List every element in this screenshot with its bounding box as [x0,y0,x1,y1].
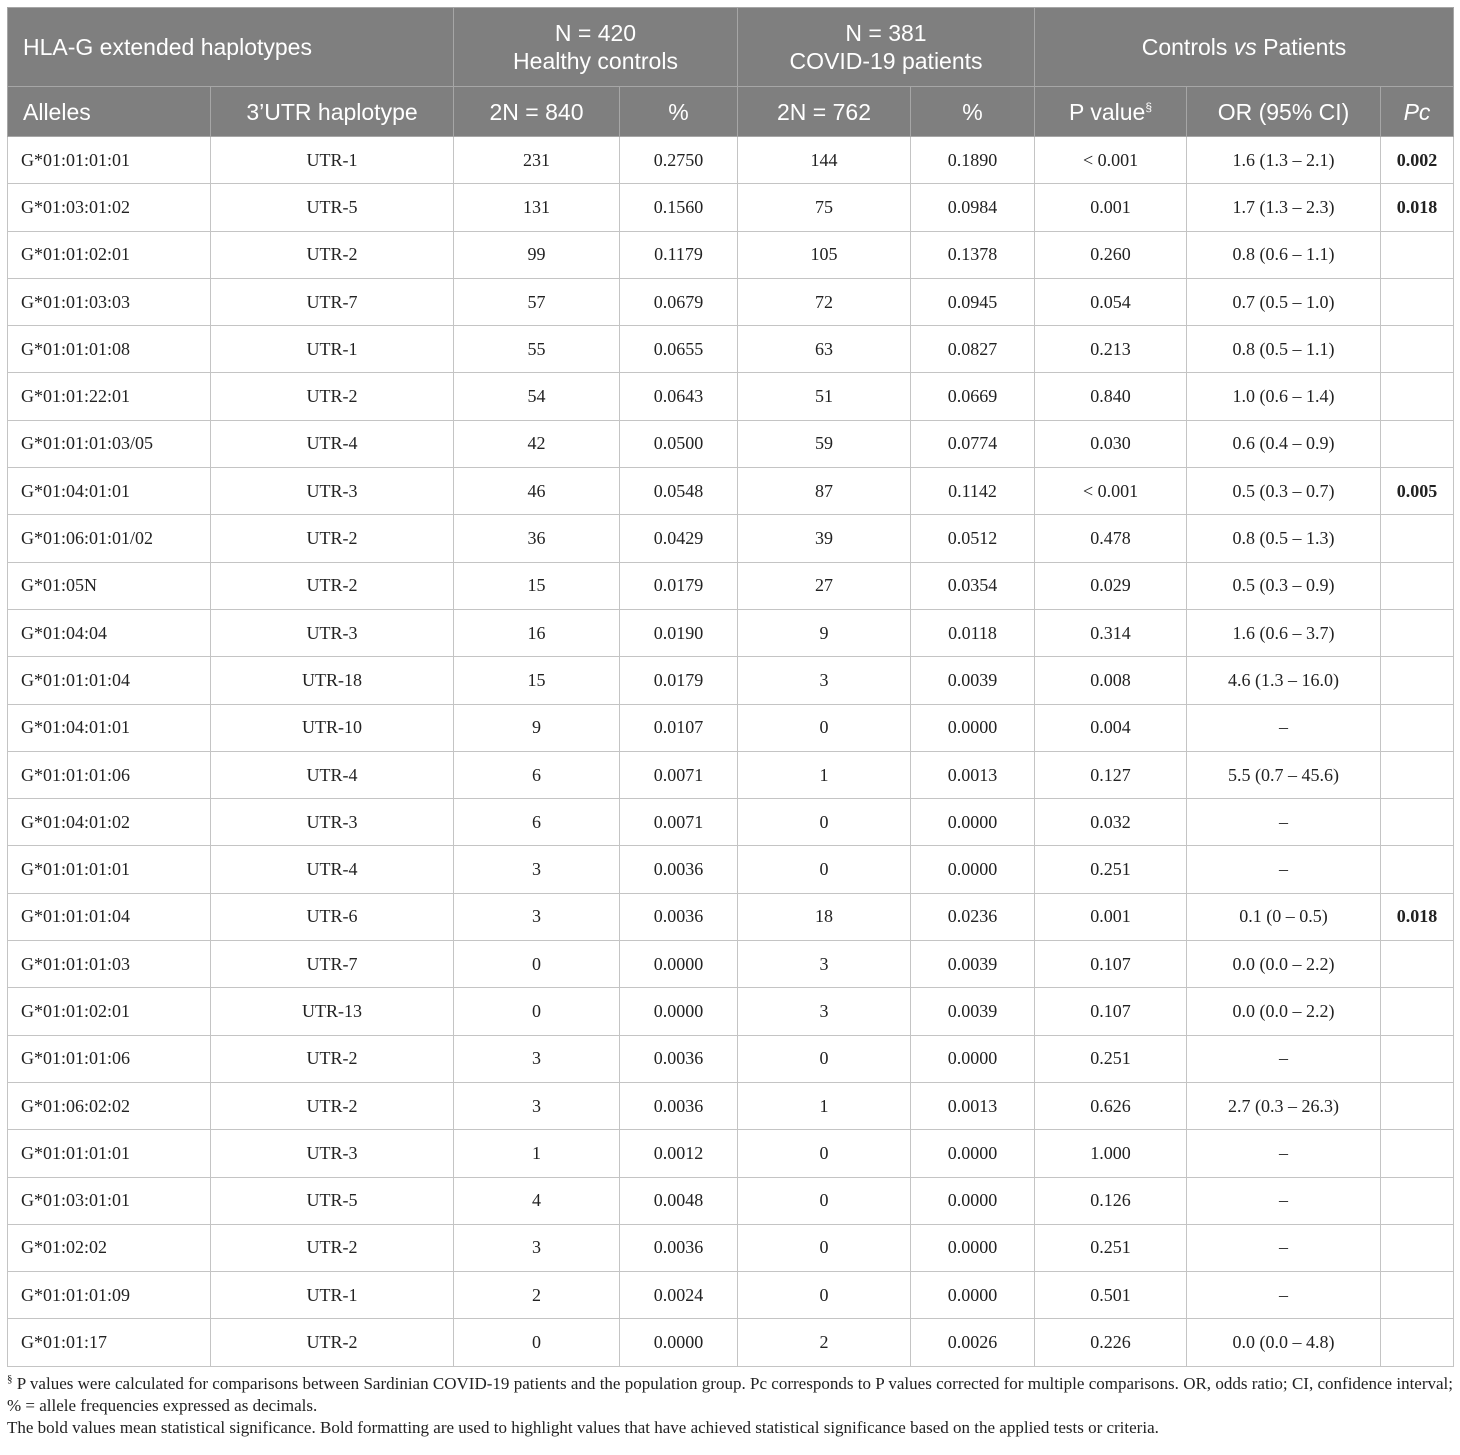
cell-controls-count: 6 [454,799,620,846]
cell-pvalue: 0.251 [1035,1035,1187,1082]
cell-controls-count: 3 [454,1082,620,1129]
cell-controls-freq: 0.0048 [620,1177,738,1224]
cell-patients-count: 63 [738,326,911,373]
cell-odds-ratio: 0.0 (0.0 – 2.2) [1187,988,1381,1035]
patients-n: N = 381 [845,20,927,46]
cell-pvalue: 1.000 [1035,1130,1187,1177]
cell-pvalue: 0.008 [1035,657,1187,704]
cell-patients-freq: 0.0236 [911,893,1035,940]
cell-odds-ratio: 4.6 (1.3 – 16.0) [1187,657,1381,704]
cell-pvalue: 0.107 [1035,988,1187,1035]
cell-pvalue: 0.001 [1035,893,1187,940]
cell-patients-freq: 0.0000 [911,1130,1035,1177]
cell-patients-count: 0 [738,799,911,846]
cell-odds-ratio: 0.8 (0.5 – 1.3) [1187,515,1381,562]
cell-patients-count: 3 [738,657,911,704]
cell-odds-ratio: 0.0 (0.0 – 4.8) [1187,1319,1381,1366]
cell-pc [1381,562,1454,609]
cell-controls-count: 4 [454,1177,620,1224]
cell-odds-ratio: 0.6 (0.4 – 0.9) [1187,420,1381,467]
cell-pc: 0.002 [1381,137,1454,184]
cell-controls-freq: 0.0071 [620,751,738,798]
cell-patients-freq: 0.0039 [911,988,1035,1035]
cell-pc: 0.018 [1381,893,1454,940]
cell-controls-freq: 0.0071 [620,799,738,846]
table-row [8,657,1454,704]
cell-controls-count: 55 [454,326,620,373]
cell-pc [1381,1319,1454,1366]
cell-pvalue: 0.126 [1035,1177,1187,1224]
cell-controls-freq: 0.0024 [620,1272,738,1319]
cell-controls-count: 46 [454,468,620,515]
table-row [8,799,1454,846]
cell-allele: G*01:03:01:02 [8,184,211,231]
cell-patients-count: 27 [738,562,911,609]
col-header-or: OR (95% CI) [1187,87,1381,137]
cell-patients-count: 1 [738,751,911,798]
cell-controls-freq: 0.0036 [620,1035,738,1082]
cell-pc [1381,751,1454,798]
cell-pvalue: 0.251 [1035,1224,1187,1271]
cell-patients-count: 0 [738,1130,911,1177]
cell-pvalue: 0.226 [1035,1319,1187,1366]
table-row [8,704,1454,751]
cell-allele: G*01:01:01:06 [8,1035,211,1082]
cell-patients-count: 87 [738,468,911,515]
cell-pc [1381,326,1454,373]
cell-patients-freq: 0.1890 [911,137,1035,184]
cell-controls-freq: 0.0655 [620,326,738,373]
cell-patients-freq: 0.0354 [911,562,1035,609]
cell-pc [1381,657,1454,704]
cell-controls-count: 131 [454,184,620,231]
cell-pc [1381,278,1454,325]
table-row [8,278,1454,325]
cell-odds-ratio: 1.0 (0.6 – 1.4) [1187,373,1381,420]
table-body [8,137,1454,1367]
cell-utr: UTR-1 [211,326,454,373]
cell-utr: UTR-3 [211,1130,454,1177]
comparison-vs: vs [1233,34,1257,60]
cell-patients-freq: 0.0984 [911,184,1035,231]
cell-pc [1381,1130,1454,1177]
cell-pvalue: 0.004 [1035,704,1187,751]
cell-utr: UTR-6 [211,893,454,940]
cell-pc [1381,1082,1454,1129]
cell-utr: UTR-18 [211,657,454,704]
cell-odds-ratio: – [1187,704,1381,751]
cell-controls-freq: 0.0679 [620,278,738,325]
cell-allele: G*01:05N [8,562,211,609]
cell-odds-ratio: – [1187,799,1381,846]
cell-controls-freq: 0.0036 [620,1224,738,1271]
cell-controls-count: 0 [454,988,620,1035]
cell-utr: UTR-13 [211,988,454,1035]
header-row-columns [8,87,1454,137]
cell-utr: UTR-7 [211,278,454,325]
cell-controls-count: 2 [454,1272,620,1319]
cell-odds-ratio: – [1187,1130,1381,1177]
cell-odds-ratio: 0.1 (0 – 0.5) [1187,893,1381,940]
cell-utr: UTR-4 [211,846,454,893]
cell-pvalue: 0.478 [1035,515,1187,562]
cell-controls-freq: 0.0429 [620,515,738,562]
table-row [8,941,1454,988]
cell-pc [1381,373,1454,420]
cell-pc [1381,231,1454,278]
cell-patients-count: 0 [738,1035,911,1082]
cell-utr: UTR-3 [211,468,454,515]
cell-allele: G*01:01:01:03/05 [8,420,211,467]
cell-controls-count: 0 [454,941,620,988]
haplotype-table [7,7,1454,1367]
cell-allele: G*01:01:03:03 [8,278,211,325]
cell-controls-count: 3 [454,1224,620,1271]
cell-utr: UTR-1 [211,1272,454,1319]
pvalue-label: P value [1069,98,1146,125]
cell-allele: G*01:02:02 [8,1224,211,1271]
cell-patients-count: 144 [738,137,911,184]
cell-patients-freq: 0.0000 [911,1177,1035,1224]
table-row [8,609,1454,656]
cell-utr: UTR-2 [211,1224,454,1271]
cell-pvalue: 0.030 [1035,420,1187,467]
cell-pc [1381,1224,1454,1271]
cell-patients-freq: 0.0000 [911,799,1035,846]
cell-controls-freq: 0.2750 [620,137,738,184]
cell-pvalue: 0.314 [1035,609,1187,656]
cell-utr: UTR-3 [211,799,454,846]
table-row [8,988,1454,1035]
cell-allele: G*01:03:01:01 [8,1177,211,1224]
cell-allele: G*01:04:04 [8,609,211,656]
cell-controls-count: 6 [454,751,620,798]
cell-allele: G*01:01:01:01 [8,1130,211,1177]
cell-odds-ratio: 0.5 (0.3 – 0.9) [1187,562,1381,609]
cell-controls-freq: 0.0500 [620,420,738,467]
cell-patients-freq: 0.0039 [911,657,1035,704]
cell-allele: G*01:04:01:01 [8,468,211,515]
cell-patients-freq: 0.0774 [911,420,1035,467]
cell-utr: UTR-2 [211,562,454,609]
table-row [8,1035,1454,1082]
cell-patients-count: 0 [738,1224,911,1271]
cell-controls-freq: 0.0036 [620,846,738,893]
cell-controls-freq: 0.0012 [620,1130,738,1177]
cell-pvalue: 0.127 [1035,751,1187,798]
cell-pvalue: 0.054 [1035,278,1187,325]
table-row [8,468,1454,515]
cell-allele: G*01:01:02:01 [8,231,211,278]
cell-pvalue: 0.001 [1035,184,1187,231]
cell-controls-freq: 0.0036 [620,1082,738,1129]
pc-label: Pc [1403,98,1431,125]
cell-pvalue: < 0.001 [1035,468,1187,515]
cell-patients-count: 18 [738,893,911,940]
cell-patients-freq: 0.0000 [911,704,1035,751]
cell-odds-ratio: 1.6 (0.6 – 3.7) [1187,609,1381,656]
cell-utr: UTR-1 [211,137,454,184]
patients-label: COVID-19 patients [789,48,983,74]
cell-utr: UTR-7 [211,941,454,988]
cell-controls-freq: 0.1179 [620,231,738,278]
cell-odds-ratio: 1.6 (1.3 – 2.1) [1187,137,1381,184]
cell-patients-count: 72 [738,278,911,325]
cell-controls-freq: 0.0643 [620,373,738,420]
comparison-suffix: Patients [1256,34,1347,60]
cell-controls-count: 15 [454,657,620,704]
cell-controls-freq: 0.0190 [620,609,738,656]
cell-utr: UTR-2 [211,373,454,420]
cell-patients-freq: 0.0512 [911,515,1035,562]
cell-pvalue: 0.501 [1035,1272,1187,1319]
cell-patients-freq: 0.0000 [911,1272,1035,1319]
table-row [8,231,1454,278]
cell-utr: UTR-5 [211,1177,454,1224]
col-header-patients-pct: % [911,87,1035,137]
comparison-prefix: Controls [1141,34,1234,60]
table-row [8,1177,1454,1224]
table-row [8,1082,1454,1129]
cell-allele: G*01:01:02:01 [8,988,211,1035]
cell-controls-freq: 0.0000 [620,988,738,1035]
col-header-alleles: Alleles [8,87,211,137]
cell-controls-count: 99 [454,231,620,278]
cell-pc: 0.005 [1381,468,1454,515]
cell-pvalue: 0.032 [1035,799,1187,846]
cell-pc [1381,1272,1454,1319]
cell-patients-count: 0 [738,1177,911,1224]
cell-utr: UTR-3 [211,609,454,656]
cell-pvalue: 0.213 [1035,326,1187,373]
group-title: HLA-G extended haplotypes [8,8,454,87]
cell-patients-freq: 0.1378 [911,231,1035,278]
header-row-groups [8,8,1454,87]
cell-allele: G*01:01:22:01 [8,373,211,420]
cell-patients-freq: 0.0000 [911,1224,1035,1271]
cell-odds-ratio: – [1187,1224,1381,1271]
table-row [8,326,1454,373]
cell-patients-freq: 0.0000 [911,1035,1035,1082]
cell-utr: UTR-10 [211,704,454,751]
cell-controls-count: 36 [454,515,620,562]
cell-allele: G*01:04:01:01 [8,704,211,751]
cell-pvalue: 0.029 [1035,562,1187,609]
cell-allele: G*01:01:01:01 [8,846,211,893]
table-row [8,373,1454,420]
cell-controls-count: 3 [454,846,620,893]
comparison-group-header [1035,8,1454,87]
cell-controls-freq: 0.0000 [620,941,738,988]
pvalue-footnote-mark: § [1145,99,1153,114]
cell-patients-count: 51 [738,373,911,420]
cell-pc [1381,515,1454,562]
cell-patients-count: 39 [738,515,911,562]
cell-patients-count: 2 [738,1319,911,1366]
cell-controls-count: 3 [454,893,620,940]
table-row [8,184,1454,231]
cell-utr: UTR-4 [211,420,454,467]
cell-controls-freq: 0.1560 [620,184,738,231]
cell-patients-freq: 0.0827 [911,326,1035,373]
cell-pc: 0.018 [1381,184,1454,231]
table-row [8,420,1454,467]
controls-group-header [454,8,738,87]
table-row [8,893,1454,940]
cell-allele: G*01:01:01:04 [8,893,211,940]
cell-odds-ratio: – [1187,846,1381,893]
cell-allele: G*01:01:01:01 [8,137,211,184]
cell-patients-count: 105 [738,231,911,278]
cell-patients-freq: 0.0945 [911,278,1035,325]
cell-allele: G*01:01:01:04 [8,657,211,704]
cell-pvalue: < 0.001 [1035,137,1187,184]
controls-label: Healthy controls [513,48,678,74]
cell-patients-freq: 0.0669 [911,373,1035,420]
cell-patients-freq: 0.0039 [911,941,1035,988]
col-header-pc [1381,87,1454,137]
cell-odds-ratio: 0.0 (0.0 – 2.2) [1187,941,1381,988]
cell-patients-count: 1 [738,1082,911,1129]
footnote-text-1: P values were calculated for comparisons between Sardinian COVID-19 patients and the population group. Pc corresponds to P values corrected for multiple comparisons. OR, odds ratio; CI, confidence interval; % = allele frequencies expressed as decimals. [7,1373,1453,1415]
cell-utr: UTR-2 [211,231,454,278]
controls-n: N = 420 [554,20,637,46]
cell-patients-count: 75 [738,184,911,231]
cell-pc [1381,1035,1454,1082]
cell-allele: G*01:06:01:01/02 [8,515,211,562]
cell-allele: G*01:01:01:09 [8,1272,211,1319]
cell-controls-count: 57 [454,278,620,325]
cell-allele: G*01:01:01:08 [8,326,211,373]
col-header-utr: 3’UTR haplotype [211,87,454,137]
patients-group-header [738,8,1035,87]
col-header-controls-pct: % [620,87,738,137]
cell-controls-count: 3 [454,1035,620,1082]
cell-controls-freq: 0.0107 [620,704,738,751]
cell-pvalue: 0.260 [1035,231,1187,278]
cell-odds-ratio: – [1187,1035,1381,1082]
table-wrapper [7,7,1453,1439]
cell-utr: UTR-2 [211,1319,454,1366]
cell-pc [1381,704,1454,751]
col-header-patients-2n: 2N = 762 [738,87,911,137]
table-row [8,562,1454,609]
cell-controls-freq: 0.0036 [620,893,738,940]
cell-pvalue: 0.251 [1035,846,1187,893]
cell-pc [1381,609,1454,656]
table-footnotes [7,1373,1453,1439]
table-row [8,751,1454,798]
cell-patients-count: 9 [738,609,911,656]
footnote-mark: § [7,1372,13,1385]
cell-patients-count: 3 [738,941,911,988]
cell-odds-ratio: 0.7 (0.5 – 1.0) [1187,278,1381,325]
cell-pvalue: 0.840 [1035,373,1187,420]
cell-controls-freq: 0.0179 [620,657,738,704]
cell-patients-freq: 0.1142 [911,468,1035,515]
cell-pc [1381,420,1454,467]
cell-controls-count: 0 [454,1319,620,1366]
cell-controls-count: 231 [454,137,620,184]
cell-controls-count: 54 [454,373,620,420]
cell-patients-freq: 0.0013 [911,751,1035,798]
table-row [8,1130,1454,1177]
cell-controls-count: 1 [454,1130,620,1177]
cell-odds-ratio: – [1187,1272,1381,1319]
cell-allele: G*01:06:02:02 [8,1082,211,1129]
cell-patients-count: 0 [738,1272,911,1319]
cell-allele: G*01:01:01:03 [8,941,211,988]
cell-controls-freq: 0.0000 [620,1319,738,1366]
cell-odds-ratio: 0.8 (0.6 – 1.1) [1187,231,1381,278]
cell-odds-ratio: 0.5 (0.3 – 0.7) [1187,468,1381,515]
cell-controls-count: 16 [454,609,620,656]
col-header-controls-2n: 2N = 840 [454,87,620,137]
cell-utr: UTR-5 [211,184,454,231]
cell-patients-count: 0 [738,704,911,751]
cell-controls-count: 15 [454,562,620,609]
cell-patients-freq: 0.0026 [911,1319,1035,1366]
cell-allele: G*01:01:17 [8,1319,211,1366]
cell-allele: G*01:04:01:02 [8,799,211,846]
cell-controls-freq: 0.0179 [620,562,738,609]
cell-utr: UTR-2 [211,1082,454,1129]
cell-pvalue: 0.626 [1035,1082,1187,1129]
cell-pc [1381,846,1454,893]
table-row [8,846,1454,893]
cell-odds-ratio: 0.8 (0.5 – 1.1) [1187,326,1381,373]
cell-patients-freq: 0.0118 [911,609,1035,656]
cell-patients-freq: 0.0000 [911,846,1035,893]
table-row [8,1319,1454,1366]
cell-utr: UTR-2 [211,1035,454,1082]
table-row [8,515,1454,562]
cell-odds-ratio: – [1187,1177,1381,1224]
footnote-bold: The bold values mean statistical significance. Bold formatting are used to highlight values that have achieved statistical significance based on the applied tests or criteria. [7,1417,1159,1437]
cell-pc [1381,1177,1454,1224]
cell-patients-count: 0 [738,846,911,893]
cell-odds-ratio: 2.7 (0.3 – 26.3) [1187,1082,1381,1129]
table-row [8,1224,1454,1271]
cell-pc [1381,988,1454,1035]
cell-odds-ratio: 1.7 (1.3 – 2.3) [1187,184,1381,231]
cell-patients-freq: 0.0013 [911,1082,1035,1129]
cell-pc [1381,941,1454,988]
cell-utr: UTR-4 [211,751,454,798]
cell-controls-count: 42 [454,420,620,467]
cell-utr: UTR-2 [211,515,454,562]
table-row [8,1272,1454,1319]
cell-controls-freq: 0.0548 [620,468,738,515]
cell-pvalue: 0.107 [1035,941,1187,988]
cell-controls-count: 9 [454,704,620,751]
col-header-pvalue [1035,87,1187,137]
footnote-pvalue [7,1373,1453,1417]
cell-pc [1381,799,1454,846]
cell-allele: G*01:01:01:06 [8,751,211,798]
table-row [8,137,1454,184]
cell-odds-ratio: 5.5 (0.7 – 45.6) [1187,751,1381,798]
cell-patients-count: 59 [738,420,911,467]
cell-patients-count: 3 [738,988,911,1035]
